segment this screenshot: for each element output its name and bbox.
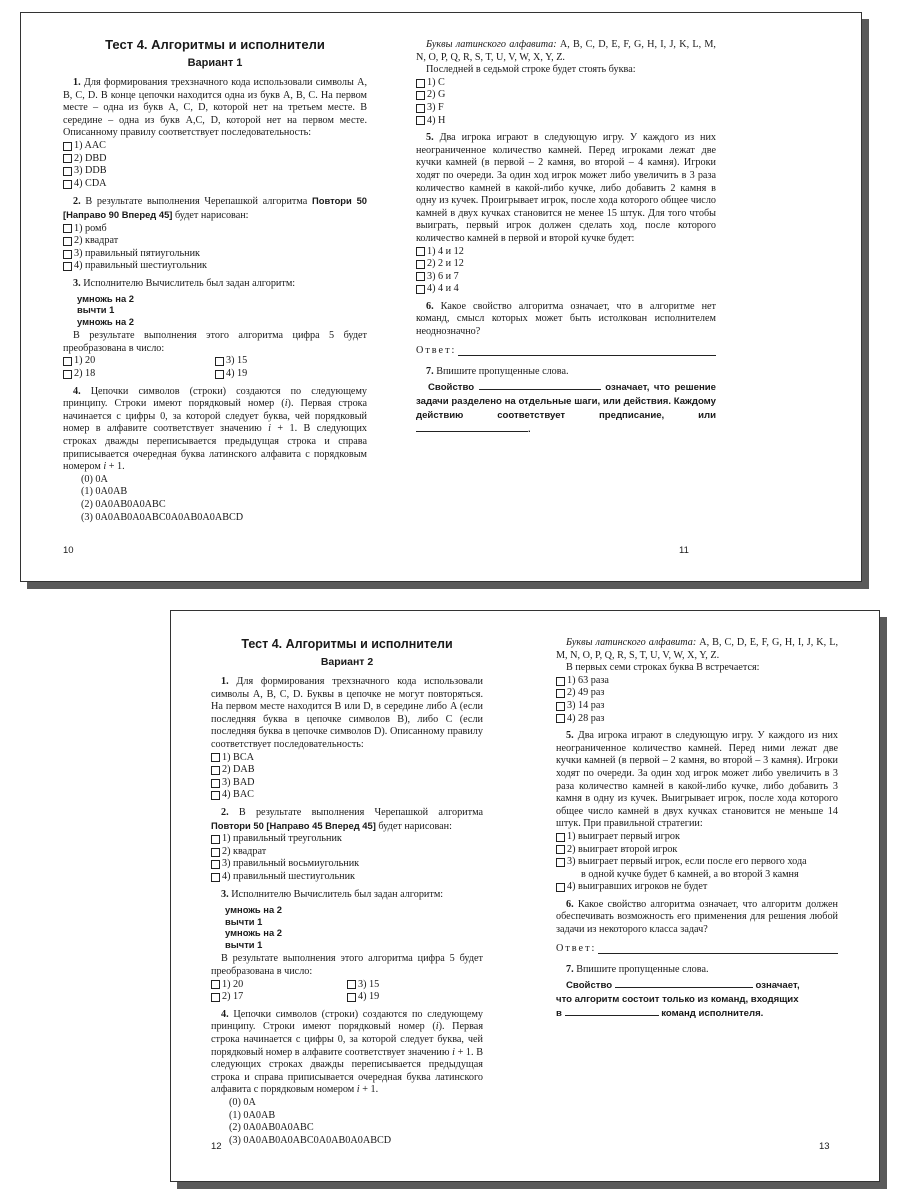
test-title: Тест 4. Алгоритмы и исполнители	[241, 637, 453, 651]
checkbox[interactable]	[416, 79, 425, 88]
page-13-column: Буквы латинского алфавита: A, B, C, D, E, F, G, H, I, J, K, L, M, N, O, P, Q, R, S, T, U, V, W, X, Y, Z. В первых семи строках буква B встречается: 1) 63 раза 2) 49 раз 3) 14 раз 4) 28 раз 5. Два игрока играют в следующую игру. У каждого из них неограниченное количество камней. Перед ними лежат две кучки камней (в первой – 2 камня, во второй – 3 камня). Игроки ходят по очереди. За один ход игрок может либо увеличить в 3 раза количество камней в какой-либо кучке, либо добавить 3 камня в одну из кучек. Выигрывает игрок, после хода которого общее число камней в двух кучках становится не меньше 14 штук. При правильной стратегии: 1) выиграет первый игрок 2) выиграет второй игрок 3) выиграет первый игрок, если после его первого хода в одной кучке будет 6 камней, а во второй 3 камня 4) выигравших игроков не будет 6. Какое свойство алгоритма означает, что алгоритм должен обеспечивать возможность его применения для решения любой задачи из некоторого класса задач? Ответ: 7. Впишите пропущенные слова. Свойство означает, что алгоритм состоит только из команд, входящих в команд исполнителя.	[556, 637, 839, 1020]
checkbox[interactable]	[211, 791, 220, 800]
page-spread-2	[170, 610, 880, 1182]
answer-option[interactable]: 1) правильный треугольник	[211, 833, 483, 846]
checkbox[interactable]	[211, 848, 220, 857]
question-5: 5. Два игрока играют в следующую игру. У каждого из них неограниченное количество камней. Перед игроками лежат две кучки камней (в первой – 2 камня, во второй – 4 камня). Игроки ходят по очереди. За один ход игрок может либо увеличить в 3 раза количество камней в какой-либо кучке, либо добавить 2 камня в одну из кучек. Проигрывает игрок, после хода которого общее число камней в двух кучках становится не менее 15 штук. Для того чтобы выиграть, первый игрок должен сделать ход, после которого количество камней в первой и второй кучке будет: 1) 4 и 12 2) 2 и 12 3) 6 и 7 4) 4 и 4	[416, 132, 717, 295]
checkbox[interactable]	[416, 260, 425, 269]
question-1: 1. Для формирования трехзначного кода использовали символы A, B, C, D. В конце цепочки находится одна из букв A, B, C. На первом месте – одна из букв A, C, D, которой нет на третьем месте. В середине – одна из букв A,C, D, которой нет на первом месте. Описанному правилу соответствует последовательность: 1) AAC 2) DBD 3) DDB 4) CDA	[63, 77, 368, 189]
alphabet-label: Буквы латинского алфавита:	[426, 39, 557, 50]
checkbox[interactable]	[556, 702, 565, 711]
variant-title: Вариант 1	[187, 57, 243, 69]
answer-option[interactable]: 2) квадрат	[211, 846, 483, 859]
page-10-column	[63, 37, 367, 524]
answer-option[interactable]: 3) BAD	[211, 777, 483, 790]
answer-option[interactable]: 4) правильный шестиугольник	[63, 260, 367, 273]
answer-option[interactable]: 3) правильный восьмиугольник	[211, 858, 483, 871]
answer-option[interactable]: 1) выиграет первый игрок	[556, 831, 838, 844]
checkbox[interactable]	[416, 91, 425, 100]
algorithm-block: умножь на 2 вычти 1 умножь на 2	[77, 292, 135, 327]
blank-field[interactable]	[615, 987, 753, 988]
checkbox[interactable]	[63, 250, 72, 259]
page-spread-1	[20, 12, 862, 582]
sequence-line: (3) 0A0AB0A0ABC0A0AB0A0ABCD	[81, 511, 244, 523]
checkbox[interactable]	[211, 779, 220, 788]
checkbox[interactable]	[556, 845, 565, 854]
page-number: 10	[63, 545, 74, 556]
answer-option[interactable]: 4) 28 раз	[556, 713, 838, 726]
question-1: 1. Для формирования трехзначного кода использовали символы A, B, C, D. Буквы в цепочке не могут повторяться. На первом месте находится B или D, в середине либо A (если последняя буква в цепочке символов B), либо C (если последняя буква в цепочке символов D). Описанному правилу соответствует последовательность: 1) BCA 2) DAB 3) BAD 4) BAC	[211, 676, 483, 801]
answer-option[interactable]: 1) 4 и 12	[416, 246, 716, 259]
sequence-line: (1) 0A0AB	[229, 1109, 276, 1121]
answer-option[interactable]: 2) 49 раз	[556, 687, 838, 700]
sequence-line: (0) 0A	[229, 1097, 256, 1108]
answer-field[interactable]	[458, 346, 716, 356]
checkbox[interactable]	[63, 357, 72, 366]
blank-field[interactable]	[416, 431, 528, 432]
answer-option[interactable]: 4) 4 и 4	[416, 283, 716, 296]
sequence-line: (2) 0A0AB0A0ABC	[81, 499, 166, 510]
checkbox[interactable]	[556, 833, 565, 842]
answer-line[interactable]: Ответ:	[416, 345, 716, 356]
checkbox[interactable]	[63, 167, 72, 176]
checkbox[interactable]	[63, 142, 72, 151]
answer-option[interactable]: 2) DAB	[211, 764, 483, 777]
answer-option[interactable]: 3) 14 раз	[556, 700, 838, 713]
checkbox[interactable]	[416, 247, 425, 256]
page-number: 13	[819, 1141, 830, 1152]
checkbox[interactable]	[416, 285, 425, 294]
question-7: 7. Впишите пропущенные слова. Свойство означает, что решение задачи разделено на отдельные шаги, или действия. Каждому действию соответствует предписание, или .	[416, 365, 716, 436]
blank-field[interactable]	[479, 389, 601, 390]
answer-option[interactable]: 3) 15	[215, 355, 367, 368]
answer-option[interactable]: 4) выигравших игроков не будет	[556, 881, 838, 894]
answer-option[interactable]: 2) 2 и 12	[416, 258, 716, 271]
question-7: 7. Впишите пропущенные слова. Свойство означает, что алгоритм состоит только из команд, входящих в команд исполнителя.	[556, 964, 838, 1022]
variant-title: Вариант 2	[320, 656, 374, 668]
checkbox[interactable]	[211, 835, 220, 844]
checkbox[interactable]	[63, 180, 72, 189]
test-title: Тест 4. Алгоритмы и исполнители	[105, 37, 325, 52]
answer-option[interactable]: 3) 6 и 7	[416, 271, 716, 284]
question-3: 3. Исполнителю Вычислитель был задан алгоритм: умножь на 2 вычти 1 умножь на 2 В результате выполнения этого алгоритма цифра 5 будет преобразована в число: 1) 20 3) 15 2) 18 4) 19	[63, 277, 367, 380]
checkbox[interactable]	[347, 980, 356, 989]
checkbox[interactable]	[211, 993, 220, 1002]
question-3: 3. Исполнителю Вычислитель был задан алгоритм: умножь на 2 вычти 1 умножь на 2 вычти 1 В результате выполнения этого алгоритма цифра 5 будет преобразована в число: 1) 20 3) 15 2) 17 4) 19	[211, 888, 483, 1003]
answer-option[interactable]: 1) BCA	[211, 752, 483, 765]
page-number: 12	[211, 1141, 222, 1152]
question-4: 4. Цепочки символов (строки) создаются по следующему принципу. Строки имеют порядковый номер (i). Первая строка начинается с цифры 0, за которой следует буква, чей порядковый номер в алфавите соответствует значению i + 1. В следующих строках дважды переписывается предыдущая строка и справа приписывается очередная буква латинского алфавита с порядковым номером i + 1. (0) 0A (1) 0A0AB (2) 0A0AB0A0ABC (3) 0A0AB0A0ABC0A0AB0A0ABCD	[63, 385, 368, 523]
checkbox[interactable]	[416, 272, 425, 281]
answer-option[interactable]: 3) выиграет первый игрок, если после его первого хода	[556, 856, 838, 869]
question-2: 2. В результате выполнения Черепашкой алгоритма Повтори 50 [Направо 45 Вперед 45] будет нарисован: 1) правильный треугольник 2) квадрат 3) правильный восьмиугольник 4) правильный шестиугольник	[211, 806, 483, 882]
answer-option[interactable]: 3) 15	[347, 979, 483, 992]
alphabet-label: Буквы латинского алфавита:	[566, 637, 697, 648]
page-12-column	[211, 637, 483, 1147]
checkbox[interactable]	[63, 237, 72, 246]
answer-option[interactable]: 3) правильный пятиугольник	[63, 248, 367, 261]
checkbox[interactable]	[556, 858, 565, 867]
checkbox[interactable]	[211, 980, 220, 989]
answer-option[interactable]: 2) квадрат	[63, 235, 367, 248]
answer-option[interactable]: 1) 20	[63, 355, 215, 368]
answer-option[interactable]: 4) 19	[347, 991, 483, 1004]
answer-option[interactable]: 1) ромб	[63, 223, 367, 236]
answer-option-continuation: в одной кучке будет 6 камней, а во второй 3 камня	[581, 868, 799, 880]
answer-option[interactable]: 1) AAC	[63, 140, 367, 153]
checkbox[interactable]	[63, 154, 72, 163]
answer-option[interactable]: 4) H	[416, 115, 716, 128]
answer-option[interactable]: 4) правильный шестиугольник	[211, 871, 483, 884]
checkbox[interactable]	[347, 993, 356, 1002]
question-6: 6. Какое свойство алгоритма означает, что в алгоритме нет команд, смысл которых может быть истолкован исполнителем неоднозначно? Ответ:	[416, 300, 716, 356]
answer-option[interactable]: 2) 18	[63, 368, 215, 381]
answer-option[interactable]: 3) F	[416, 102, 716, 115]
checkbox[interactable]	[211, 766, 220, 775]
answer-option[interactable]: 1) C	[416, 77, 716, 90]
checkbox[interactable]	[211, 873, 220, 882]
answer-option[interactable]: 2) DBD	[63, 153, 367, 166]
checkbox[interactable]	[556, 714, 565, 723]
checkbox[interactable]	[215, 370, 224, 379]
checkbox[interactable]	[416, 104, 425, 113]
checkbox[interactable]	[63, 262, 72, 271]
checkbox[interactable]	[416, 116, 425, 125]
algorithm-block: умножь на 2 вычти 1 умножь на 2 вычти 1	[225, 904, 283, 950]
answer-option[interactable]: 3) DDB	[63, 165, 367, 178]
question-2: 2. В результате выполнения Черепашкой алгоритма Повтори 50 [Направо 90 Вперед 45] будет нарисован: 1) ромб 2) квадрат 3) правильный пятиугольник 4) правильный шестиугольник	[63, 195, 367, 272]
answer-option[interactable]: 4) BAC	[211, 789, 483, 802]
sequence-line: (1) 0A0AB	[81, 486, 128, 498]
fill-in-text: Свойство означает, что решение задачи разделено на отдельные шаги, или действия. Каждому действию соответствует предписание, или .	[416, 382, 716, 436]
checkbox[interactable]	[556, 677, 565, 686]
answer-option[interactable]: 1) 63 раза	[556, 675, 838, 688]
checkbox[interactable]	[556, 883, 565, 892]
alphabet: A, B, C, D, E, F, G, H, I, J, K, L, M, N, O, P, Q, R, S, T, U, V, W, X, Y, Z.	[416, 39, 716, 63]
question-4: 4. Цепочки символов (строки) создаются по следующему принципу. Строки имеют порядковый номер (i). Первая строка начинается с цифры 0, за которой следует буква, чей порядковый номер в алфавите соответствует значению i + 1. В следующих строках дважды переписывается предыдущая строка и справа приписывается очередная буква латинского алфавита с порядковым номером i + 1. (0) 0A (1) 0A0AB (2) 0A0AB0A0ABC (3) 0A0AB0A0ABC0A0AB0A0ABCD	[211, 1008, 484, 1146]
answer-field[interactable]	[598, 944, 838, 954]
checkbox[interactable]	[211, 860, 220, 869]
sequence-line: (3) 0A0AB0A0ABC0A0AB0A0ABCD	[229, 1134, 392, 1146]
answer-line[interactable]: Ответ:	[556, 943, 838, 954]
checkbox[interactable]	[556, 689, 565, 698]
question-5: 5. Два игрока играют в следующую игру. У каждого из них неограниченное количество камней. Перед ними лежат две кучки камней (в первой – 2 камня, во второй – 3 камня). Игроки ходят по очереди. За один ход игрок может либо увеличить в 3 раза количество камней в какой-либо кучке, либо добавить 3 камня в одну из кучек. Выигрывает игрок, после хода которого общее число камней в двух кучках становится не меньше 14 штук. При правильной стратегии: 1) выиграет первый игрок 2) выиграет второй игрок 3) выиграет первый игрок, если после его первого хода в одной кучке будет 6 камней, а во второй 3 камня 4) выигравших игроков не будет	[556, 730, 839, 893]
checkbox[interactable]	[63, 224, 72, 233]
checkbox[interactable]	[211, 753, 220, 762]
answer-option[interactable]: 1) 20	[211, 979, 347, 992]
sequence-line: (2) 0A0AB0A0ABC	[229, 1122, 314, 1134]
answer-option[interactable]: 2) 17	[211, 991, 347, 1004]
checkbox[interactable]	[63, 370, 72, 379]
checkbox[interactable]	[215, 357, 224, 366]
alphabet: A, B, C, D, E, F, G, H, I, J, K, L, M, N, O, P, Q, R, S, T, U, V, W, X, Y, Z.	[556, 637, 838, 661]
fill-in-text: Свойство означает, что алгоритм состоит только из команд, входящих в команд исполнителя.	[556, 980, 800, 1020]
answer-option[interactable]: 2) выиграет второй игрок	[556, 844, 838, 857]
answer-option[interactable]: 2) G	[416, 89, 716, 102]
question-6: 6. Какое свойство алгоритма означает, что алгоритм должен обеспечивать возможность его применения для решения любой задачи из некоторого класса задач? Ответ:	[556, 898, 839, 954]
answer-option[interactable]: 4) 19	[215, 368, 367, 381]
page-11-column: Буквы латинского алфавита: A, B, C, D, E, F, G, H, I, J, K, L, M, N, O, P, Q, R, S, T, U, V, W, X, Y, Z. Последней в седьмой строке будет стоять буква: 1) C 2) G 3) F 4) H 5. Два игрока играют в следующую игру. У каждого из них неограниченное количество камней. Перед игроками лежат две кучки камней (в первой – 2 камня, во второй – 4 камня). Игроки ходят по очереди. За один ход игрок может либо увеличить в 3 раза количество камней в какой-либо кучке, либо добавить 2 камня в одну из кучек. Проигрывает игрок, после хода которого общее число камней в двух кучках становится не менее 15 штук. Для того чтобы выиграть, первый игрок должен сделать ход, после которого количество камней в первой и второй кучке будет: 1) 4 и 12 2) 2 и 12 3) 6 и 7 4) 4 и 4 6. Какое свойство алгоритма означает, что в алгоритме нет команд, смысл которых может быть истолкован исполнителем неоднозначно? Ответ: 7. Впишите пропущенные слова. Свойство означает, что решение задачи разделено на отдельные шаги, или действия. Каждому действию соответствует предписание, или .	[416, 39, 717, 436]
blank-field[interactable]	[565, 1015, 659, 1016]
question-text: Для формирования трехзначного кода использовали символы A, B, C, D. В конце цепочки находится одна из букв A, B, C. На первом месте – одна из букв A, C, D, которой нет на третьем месте. В середине – одна из букв A,C, D, которой нет на первом месте. Описанному правилу соответствует последовательность:	[63, 77, 368, 139]
sequence-line: (0) 0A	[81, 473, 108, 485]
answer-option[interactable]: 4) CDA	[63, 178, 367, 191]
page-number: 11	[679, 545, 689, 556]
